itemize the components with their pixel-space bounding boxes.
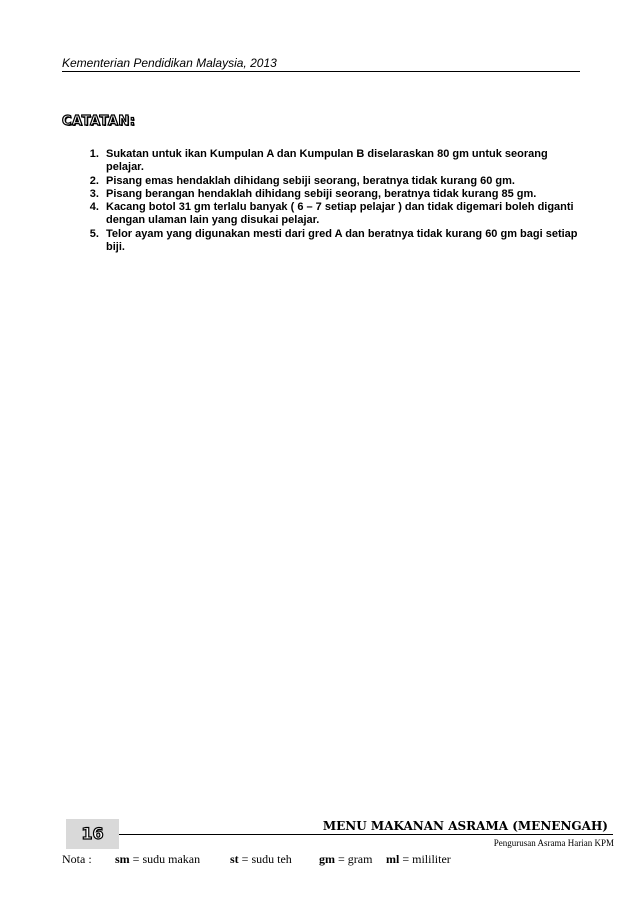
list-item: 3. Pisang berangan hendaklah dihidang sebiji seorang, beratnya tidak kurang 85 gm. — [102, 188, 580, 201]
abbr-sm: sm = sudu makan — [115, 852, 201, 866]
page-header: Kementerian Pendidikan Malaysia, 2013 — [62, 56, 277, 70]
footer-rule — [119, 834, 613, 835]
header-rule — [62, 71, 580, 72]
abbr-st: st = sudu teh — [230, 852, 292, 866]
list-item: 5. Telor ayam yang digunakan mesti dari gred A dan beratnya tidak kurang 60 gm bagi setiap biji. — [102, 228, 580, 255]
notes-list — [62, 148, 580, 254]
section-title: CATATAN: — [62, 114, 136, 129]
nota-label: Nota : — [62, 852, 92, 866]
page-number: 16 — [81, 824, 104, 843]
list-item: 2. Pisang emas hendaklah dihidang sebiji seorang, beratnya tidak kurang 60 gm. — [102, 175, 580, 188]
footer-subtitle: Pengurusan Asrama Harian KPM — [493, 838, 614, 848]
list-item: 1. Sukatan untuk ikan Kumpulan A dan Kumpulan B diselaraskan 80 gm untuk seorang pelajar. — [102, 148, 580, 175]
nota-line — [62, 852, 451, 867]
abbr-gm: gm = gram — [319, 852, 373, 866]
footer-title: MENU MAKANAN ASRAMA (MENENGAH) — [322, 819, 608, 833]
abbr-ml: ml = mililiter — [386, 852, 451, 866]
list-item: 4. Kacang botol 31 gm terlalu banyak ( 6 – 7 setiap pelajar ) dan tidak digemari boleh diganti dengan ulaman lain yang disukai pelajar. — [102, 201, 580, 228]
